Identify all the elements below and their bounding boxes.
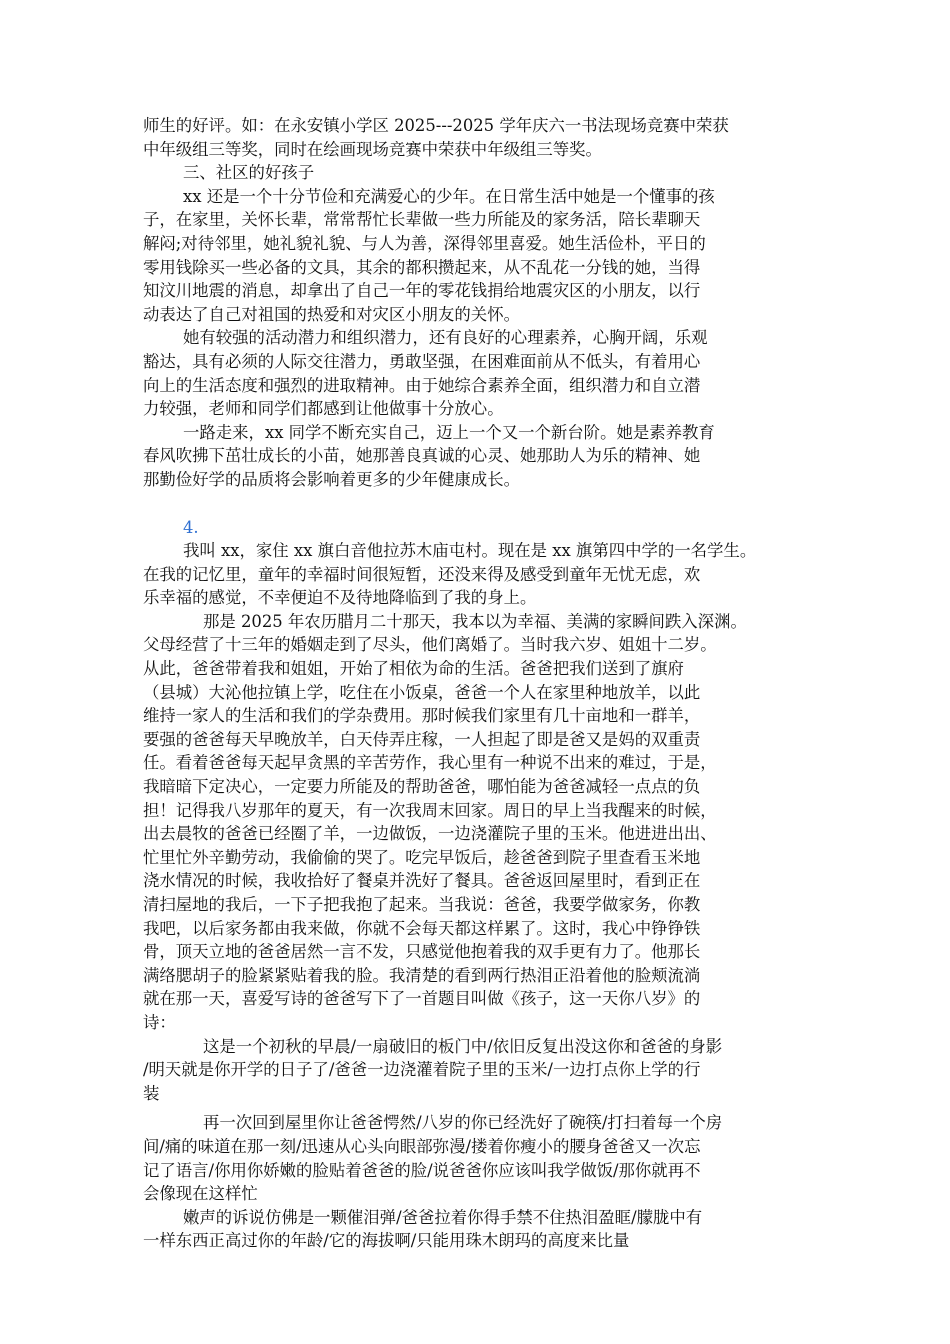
text-line: 从此，爸爸带着我和姐姐，开始了相依为命的生活。爸爸把我们送到了旗府	[143, 659, 684, 679]
text-line: 解闷;对待邻里，她礼貌礼貌、与人为善，深得邻里喜爱。她生活俭朴，平日的	[143, 233, 706, 253]
text-line: 向上的生活态度和强烈的进取精神。由于她综合素养全面，组织潜力和自立潜	[143, 375, 701, 395]
text-line: 三、社区的好孩子	[183, 163, 315, 183]
text-line: 再一次回到屋里你让爸爸愕然/八岁的你已经洗好了碗筷/打扫着每一个房	[203, 1113, 723, 1133]
poem-stanza-1	[143, 1035, 817, 1106]
paragraph-community	[143, 185, 817, 327]
text-line: 豁达，具有必须的人际交往潜力，勇敢坚强，在困难面前从不低头，有着用心	[143, 351, 701, 371]
text-line: 任。看着爸爸每天起早贪黑的辛苦劳作，我心里有一种说不出来的难过，于是，	[143, 753, 717, 773]
text-line: 那勤俭好学的品质将会影响着更多的少年健康成长。	[143, 469, 520, 489]
text-line: 零用钱除买一些必备的文具，其余的都积攒起来，从不乱花一分钱的她，当得	[143, 257, 701, 277]
text-line: 忙里忙外辛勤劳动，我偷偷的哭了。吃完早饭后，趁爸爸到院子里查看玉米地	[143, 847, 701, 867]
text-line: 出去晨牧的爸爸已经圈了羊，一边做饭，一边浇灌院子里的玉米。他进进出出、	[143, 824, 717, 844]
text-line: 我吧，以后家务都由我来做，你就不会每天都这样累了。这时，我心中铮铮铁	[143, 918, 701, 938]
text-line: 中年级组三等奖，同时在绘画现场竞赛中荣获中年级组三等奖。	[143, 139, 602, 159]
text-line: 就在那一天，喜爱写诗的爸爸写下了一首题目叫做《孩子，这一天你八岁》的	[143, 989, 701, 1009]
text-line: 乐幸福的感觉，不幸便迫不及待地降临到了我的身上。	[143, 588, 537, 608]
text-line: 父母经营了十三年的婚姻走到了尽头，他们离婚了。当时我六岁、姐姐十二岁。	[143, 635, 717, 655]
section-number: 4.	[183, 517, 199, 537]
text-line: 满络腮胡子的脸紧紧贴着我的脸。我清楚的看到两行热泪正沿着他的脸颊流淌	[143, 965, 701, 985]
text-line: （县城）大沁他拉镇上学，吃住在小饭桌，爸爸一个人在家里种地放羊，以此	[143, 682, 701, 702]
text-line: 春风吹拂下茁壮成长的小苗，她那善良真诚的心灵、她那助人为乐的精神、她	[143, 446, 701, 466]
text-line: 浇水情况的时候，我收拾好了餐桌并洗好了餐具。爸爸返回屋里时，看到正在	[143, 871, 701, 891]
text-line: 子，在家里，关怀长辈，常常帮忙长辈做一些力所能及的家务活，陪长辈聊天	[143, 210, 701, 230]
text-line: 这是一个初秋的早晨/一扇破旧的板门中/依旧反复出没这你和爸爸的身影	[203, 1036, 723, 1056]
paragraph-intro-4	[143, 539, 817, 610]
text-line: 一样东西正高过你的年龄/它的海拔啊/只能用珠木朗玛的高度来比量	[143, 1231, 630, 1251]
text-line: 她有较强的活动潜力和组织潜力，还有良好的心理素养，心胸开阔，乐观	[183, 328, 708, 348]
text-line: 记了语言/你用你娇嫩的脸贴着爸爸的脸/说爸爸你应该叫我学做饭/那你就再不	[143, 1160, 701, 1180]
text-line: 知汶川地震的消息，却拿出了自己一年的零花钱捐给地震灾区的小朋友，以行	[143, 281, 701, 301]
paragraph-story	[143, 610, 817, 1035]
text-line: 诗：	[143, 1012, 176, 1032]
text-line: 清扫屋地的我后，一下子把我抱了起来。当我说：爸爸，我要学做家务，你教	[143, 895, 701, 914]
text-line: 动表达了自己对祖国的热爱和对灾区小朋友的关怀。	[143, 304, 520, 324]
paragraph-ability	[143, 326, 817, 420]
document-page	[143, 114, 817, 1253]
text-line: 师生的好评。如：在永安镇小学区 2025---2025 学年庆六一书法现场竞赛中荣获	[143, 116, 729, 135]
text-line: 我叫 xx，家住 xx 旗白音他拉苏木庙屯村。现在是 xx 旗第四中学的一名学生。	[183, 541, 757, 561]
text-line: 在我的记忆里，童年的幸福时间很短暂，还没来得及感受到童年无忧无虑，欢	[143, 564, 701, 584]
text-line: 一路走来，xx 同学不断充实自己，迈上一个又一个新台阶。她是素养教育	[183, 422, 715, 442]
text-line: 嫩声的诉说仿佛是一颗催泪弹/爸爸拉着你得手禁不住热泪盈眶/朦胧中有	[183, 1207, 703, 1227]
section-number-4	[143, 516, 817, 540]
paragraph-conclusion	[143, 421, 817, 492]
text-line: 力较强，老师和同学们都感到让他做事十分放心。	[143, 399, 504, 419]
poem-stanza-2	[143, 1111, 817, 1205]
text-line: 骨，顶天立地的爸爸居然一言不发，只感觉他抱着我的双手更有力了。他那长	[143, 942, 701, 962]
intro-paragraph	[143, 114, 817, 161]
text-line: xx 还是一个十分节俭和充满爱心的少年。在日常生活中她是一个懂事的孩	[183, 186, 715, 206]
text-line: 要强的爸爸每天早晚放羊，白天侍弄庄稼，一人担起了即是爸又是妈的双重责	[143, 729, 701, 749]
text-line: 间/痛的味道在那一刻/迅速从心头向眼部弥漫/搂着你瘦小的腰身爸爸又一次忘	[143, 1136, 701, 1156]
text-line: 我暗暗下定决心，一定要力所能及的帮助爸爸，哪怕能为爸爸减轻一点点的负	[143, 777, 701, 797]
text-line: 装	[143, 1083, 160, 1103]
text-line: 那是 2025 年农历腊月二十那天，我本以为幸福、美满的家瞬间跌入深渊。	[203, 611, 747, 631]
text-line: /明天就是你开学的日子了/爸爸一边浇灌着院子里的玉米/一边打点你上学的行	[143, 1060, 701, 1080]
text-line: 会像现在这样忙	[143, 1184, 258, 1204]
text-line: 担！记得我八岁那年的夏天，有一次我周末回家。周日的早上当我醒来的时候，	[143, 800, 717, 820]
text-line: 维持一家人的生活和我们的学杂费用。那时候我们家里有几十亩地和一群羊，	[143, 706, 701, 726]
poem-stanza-3	[143, 1206, 817, 1253]
section-heading-community	[143, 161, 817, 185]
